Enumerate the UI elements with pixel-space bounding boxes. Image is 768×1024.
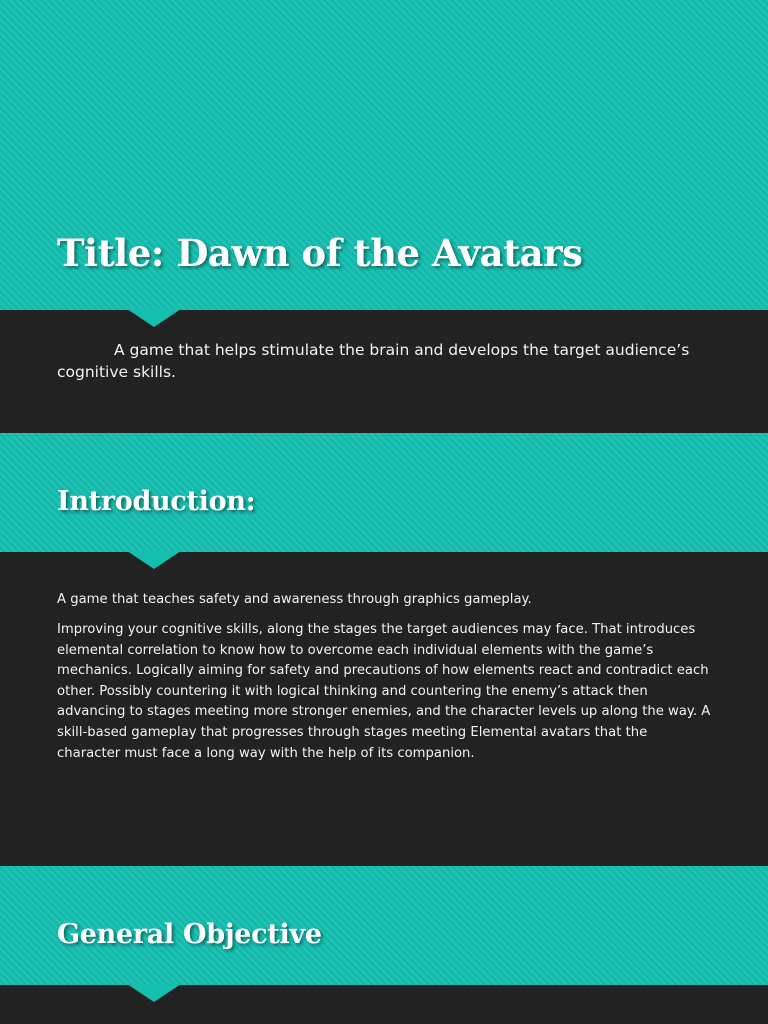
introduction-paragraph-2: Improving your cognitive skills, along the stages the target audiences may face. That introduces elemental correlation to know how to overcome each individual elements with the game’s mechanics. Logically aiming for safety and precautions of how elements react and contradict each other. Possibly countering it with logical thinking and countering the enemy’s attack then advancing to stages meeting more stronger enemies, and the character levels up along the way. A skill-based gameplay that progresses through stages meeting Elemental avatars that the character must face a long way with the help of its companion. bbox=[57, 622, 711, 761]
introduction-paragraph-1: A game that teaches safety and awareness through graphics gameplay. bbox=[57, 592, 532, 607]
title-header-pointer bbox=[127, 309, 181, 327]
general-objective-heading: General Objective bbox=[57, 919, 322, 950]
slide-title: Title: Dawn of the Avatars bbox=[57, 231, 583, 275]
objective-body-panel bbox=[0, 985, 768, 1024]
slide-subtitle: A game that helps stimulate the brain and develops the target audience’s cognitive skills. bbox=[57, 341, 690, 381]
introduction-header-pointer bbox=[127, 551, 181, 569]
objective-header-pointer bbox=[127, 984, 181, 1002]
introduction-heading: Introduction: bbox=[57, 486, 256, 517]
